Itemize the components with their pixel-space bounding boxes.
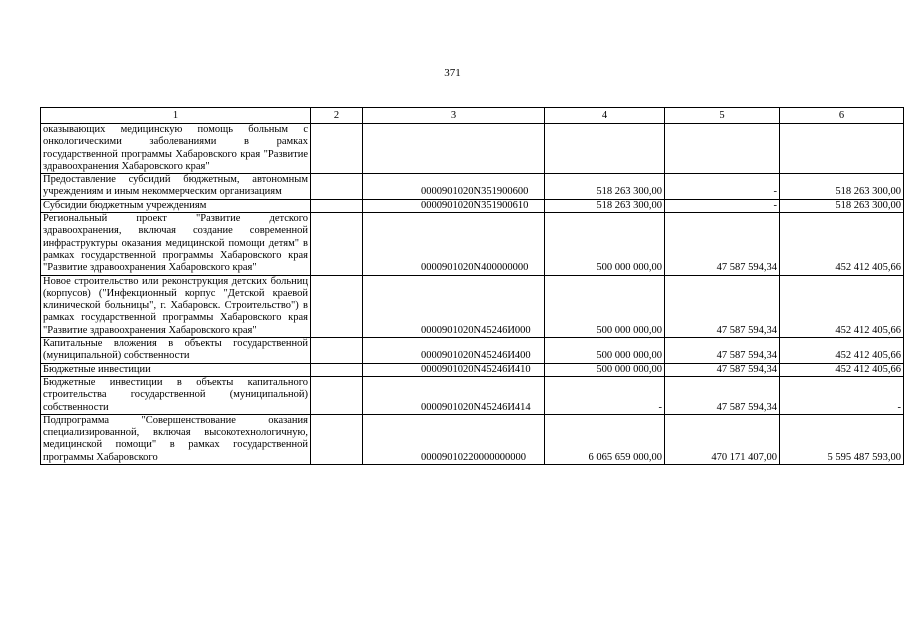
row-change: 47 587 594,34 bbox=[665, 363, 780, 376]
row-col2 bbox=[311, 275, 363, 337]
table-row bbox=[41, 199, 904, 212]
row-col2 bbox=[311, 199, 363, 212]
row-total: 518 263 300,00 bbox=[780, 199, 904, 212]
row-description: Подпрограмма "Совершенствование оказания специализированной, включая высокотехнологичную, медицинской помощи" в рамках государственной программы Хабаровского bbox=[41, 414, 311, 464]
row-change: 470 171 407,00 bbox=[665, 414, 780, 464]
table-header-row bbox=[41, 108, 904, 124]
row-total: 452 412 405,66 bbox=[780, 363, 904, 376]
budget-table bbox=[40, 107, 904, 465]
row-code: 0000901020N351900600 bbox=[363, 174, 545, 200]
row-plan: 518 263 300,00 bbox=[545, 199, 665, 212]
row-col2 bbox=[311, 338, 363, 364]
column-header: 5 bbox=[665, 108, 780, 124]
row-description: Бюджетные инвестиции bbox=[41, 363, 311, 376]
column-header: 1 bbox=[41, 108, 311, 124]
row-description: Новое строительство или реконструкция детских больниц (корпусов) ("Инфекционный корпус "Детской краевой клинической больницы", г. Хабаровск. Строительство") в рамках государственной программы Хабаровского края "Развитие здравоохранения Хабаровского края" bbox=[41, 275, 311, 337]
table-row bbox=[41, 174, 904, 200]
row-plan bbox=[545, 124, 665, 174]
row-total bbox=[780, 124, 904, 174]
row-total: 452 412 405,66 bbox=[780, 213, 904, 275]
row-plan: 6 065 659 000,00 bbox=[545, 414, 665, 464]
row-total: 452 412 405,66 bbox=[780, 338, 904, 364]
row-code: 0000901020N351900610 bbox=[363, 199, 545, 212]
row-plan: 500 000 000,00 bbox=[545, 338, 665, 364]
row-change: - bbox=[665, 199, 780, 212]
row-col2 bbox=[311, 376, 363, 414]
row-col2 bbox=[311, 174, 363, 200]
row-description: Региональный проект "Развитие детского здравоохранения, включая создание современной инфраструктуры оказания медицинской помощи детям" в рамках государственной программы Хабаровского края "Развитие здравоохранения Хабаровского края" bbox=[41, 213, 311, 275]
column-header: 6 bbox=[780, 108, 904, 124]
row-col2 bbox=[311, 124, 363, 174]
page-number: 371 bbox=[444, 67, 461, 79]
table-row bbox=[41, 363, 904, 376]
row-description: Субсидии бюджетным учреждениям bbox=[41, 199, 311, 212]
row-plan: - bbox=[545, 376, 665, 414]
row-col2 bbox=[311, 414, 363, 464]
row-change: 47 587 594,34 bbox=[665, 213, 780, 275]
table-row bbox=[41, 275, 904, 337]
row-change: 47 587 594,34 bbox=[665, 338, 780, 364]
row-total: - bbox=[780, 376, 904, 414]
row-description: оказывающих медицинскую помощь больным с онкологическими заболеваниями в рамках государственной программы Хабаровского края "Развитие здравоохранения Хабаровского края" bbox=[41, 124, 311, 174]
row-plan: 518 263 300,00 bbox=[545, 174, 665, 200]
column-header: 2 bbox=[311, 108, 363, 124]
table-row bbox=[41, 338, 904, 364]
row-change bbox=[665, 124, 780, 174]
table-row bbox=[41, 376, 904, 414]
row-change: 47 587 594,34 bbox=[665, 275, 780, 337]
row-description: Предоставление субсидий бюджетным, автономным учреждениям и иным некоммерческим организациям bbox=[41, 174, 311, 200]
row-plan: 500 000 000,00 bbox=[545, 275, 665, 337]
row-col2 bbox=[311, 363, 363, 376]
table-row bbox=[41, 414, 904, 464]
row-description: Капитальные вложения в объекты государственной (муниципальной) собственности bbox=[41, 338, 311, 364]
row-total: 452 412 405,66 bbox=[780, 275, 904, 337]
row-code: 0000901020N45246И400 bbox=[363, 338, 545, 364]
row-code: 0000901020N45246И410 bbox=[363, 363, 545, 376]
table-row bbox=[41, 213, 904, 275]
row-plan: 500 000 000,00 bbox=[545, 213, 665, 275]
row-plan: 500 000 000,00 bbox=[545, 363, 665, 376]
table-row bbox=[41, 124, 904, 174]
row-code: 0000901020N45246И000 bbox=[363, 275, 545, 337]
row-col2 bbox=[311, 213, 363, 275]
row-change: - bbox=[665, 174, 780, 200]
row-code: 0000901020N45246И414 bbox=[363, 376, 545, 414]
row-code: 0000901020N400000000 bbox=[363, 213, 545, 275]
row-code bbox=[363, 124, 545, 174]
row-code: 00009010220000000000 bbox=[363, 414, 545, 464]
column-header: 4 bbox=[545, 108, 665, 124]
row-description: Бюджетные инвестиции в объекты капитального строительства государственной (муниципальной) собственности bbox=[41, 376, 311, 414]
row-total: 5 595 487 593,00 bbox=[780, 414, 904, 464]
row-total: 518 263 300,00 bbox=[780, 174, 904, 200]
row-change: 47 587 594,34 bbox=[665, 376, 780, 414]
column-header: 3 bbox=[363, 108, 545, 124]
